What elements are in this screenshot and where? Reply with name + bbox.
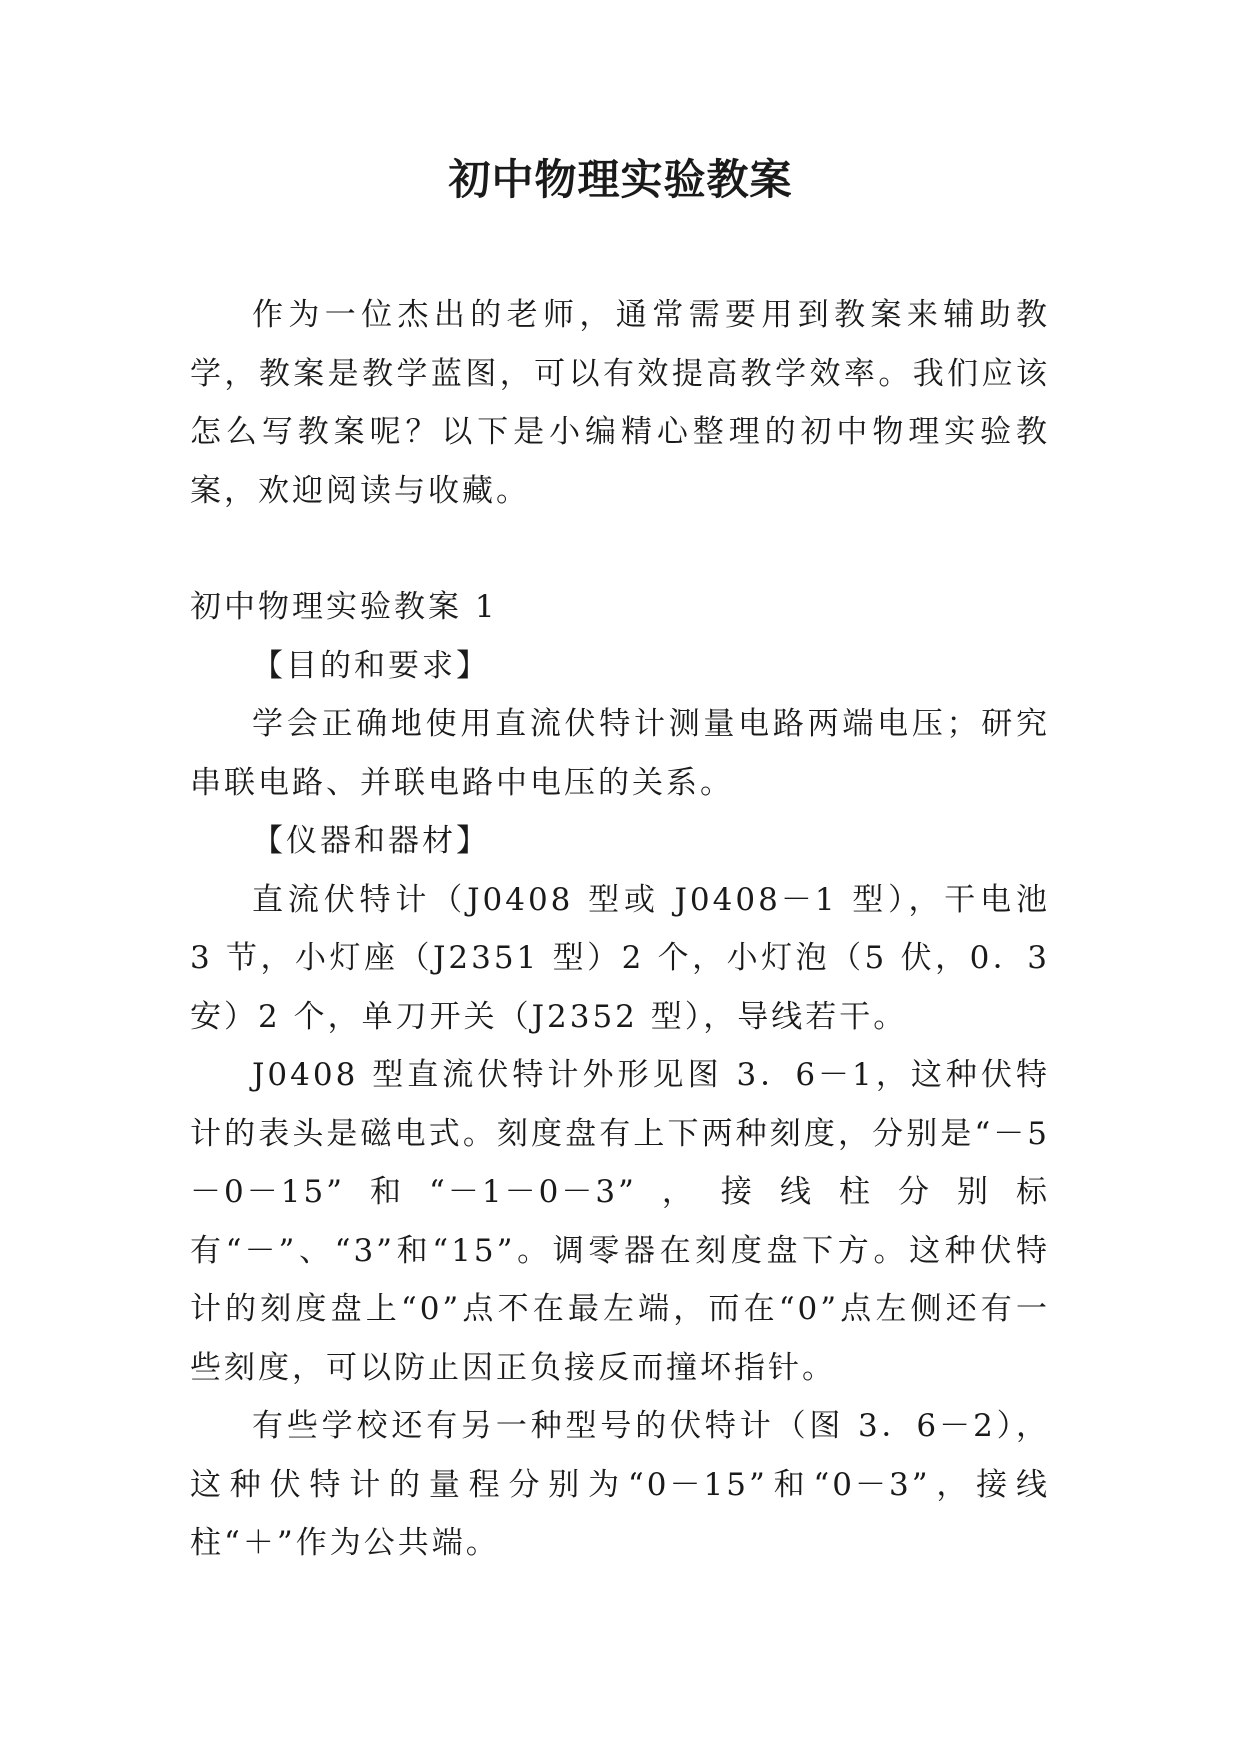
section-heading: 初中物理实验教案 1: [190, 589, 498, 625]
intro-paragraph: 作为一位杰出的老师，通常需要用到教案来辅助教学，教案是教学蓝图，可以有效提高教学效率。我们应该怎么写教案呢？以下是小编精心整理的初中物理实验教案，欢迎阅读与收藏。: [190, 297, 1050, 509]
other-voltmeter-paragraph: 有些学校还有另一种型号的伏特计（图 3．6－2），这种伏特计的量程分别为“0－15”和“0－3”，接线柱“＋”作为公共端。: [190, 1408, 1050, 1561]
voltmeter-description-paragraph: J0408 型直流伏特计外形见图 3．6－1，这种伏特计的表头是磁电式。刻度盘有上下两种刻度，分别是“－5－0－15”和“－1－0－3”，接线柱分别标有“－”、“3”和“15”。调零器在刻度盘下方。这种伏特计的刻度盘上“0”点不在最左端，而在“0”点左侧还有一些刻度，可以防止因正负接反而撞坏指针。: [190, 1057, 1050, 1386]
equipment-heading: 【仪器和器材】: [252, 823, 490, 859]
equipment-paragraph: 直流伏特计（J0408 型或 J0408－1 型），干电池 3 节，小灯座（J2351 型）2 个，小灯泡（5 伏，0．3 安）2 个，单刀开关（J2352 型），导线若干。: [190, 881, 1050, 1035]
document-body: [190, 286, 1050, 1573]
paragraph-spacer: [190, 520, 1050, 578]
purpose-paragraph: 学会正确地使用直流伏特计测量电路两端电压；研究串联电路、并联电路中电压的关系。: [190, 706, 1050, 801]
purpose-heading: 【目的和要求】: [252, 647, 490, 684]
document-title: 初中物理实验教案: [448, 155, 793, 204]
